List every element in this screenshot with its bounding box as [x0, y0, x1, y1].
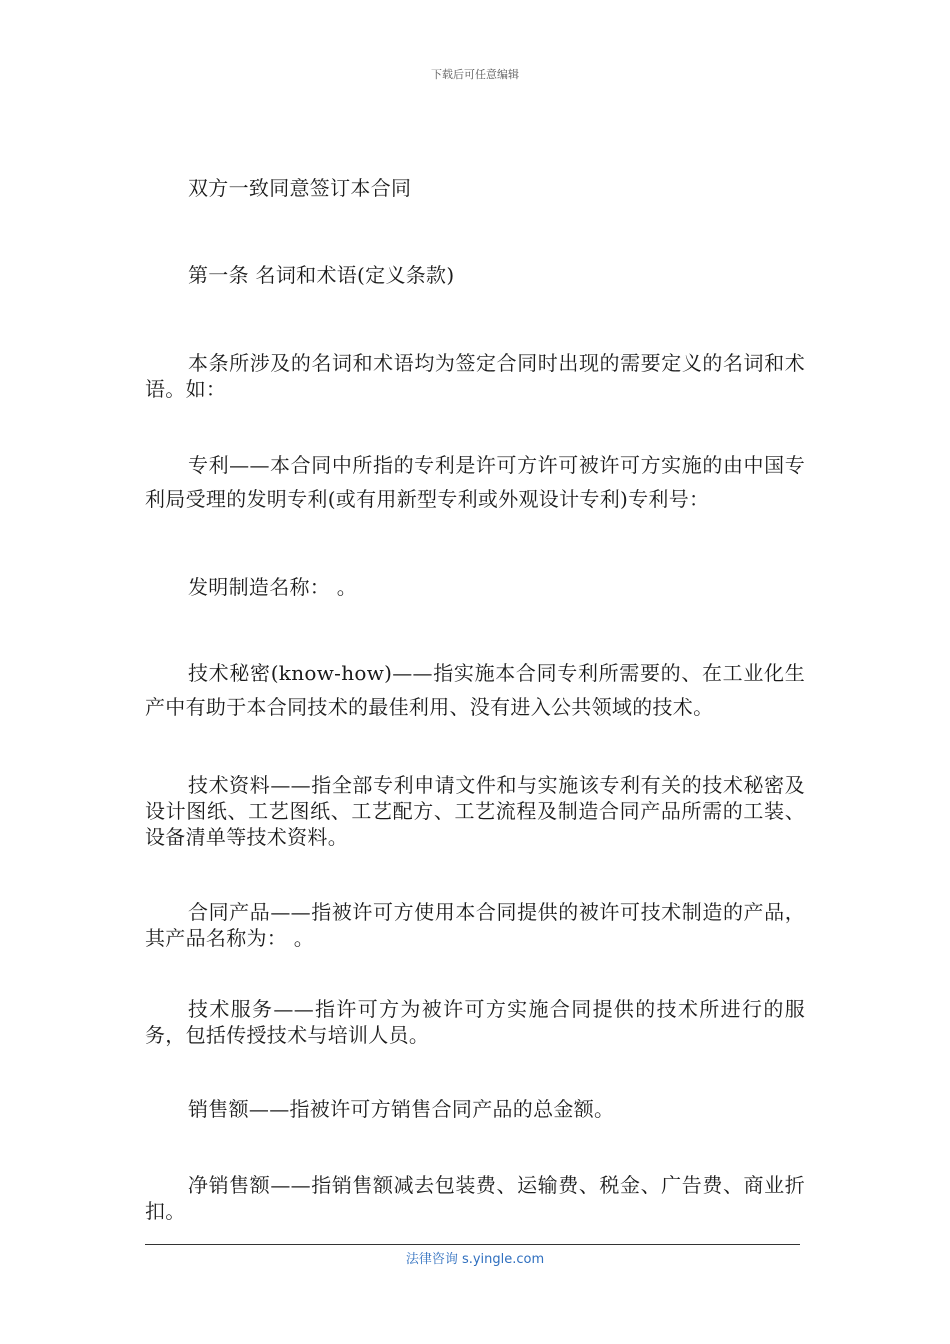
- paragraph-contract-product-definition: 合同产品——指被许可方使用本合同提供的被许可技术制造的产品，其产品名称为： 。: [145, 900, 805, 950]
- paragraph-technical-data-definition: 技术资料——指全部专利申请文件和与实施该专利有关的技术秘密及设计图纸、工艺图纸、工艺配方、工艺流程及制造合同产品所需的工装、设备清单等技术资料。: [145, 773, 805, 849]
- header-note: 下载后可任意编辑: [431, 68, 519, 81]
- paragraph-invention-name: 发明制造名称： 。: [188, 575, 358, 599]
- footer-link[interactable]: 法律咨询 s.yingle.com: [405, 1252, 545, 1267]
- paragraph-article-one-title: 第一条 名词和术语(定义条款): [188, 263, 455, 287]
- paragraph-technical-service-definition: 技术服务——指许可方为被许可方实施合同提供的技术所进行的服务，包括传授技术与培训人员。: [145, 997, 805, 1047]
- paragraph-know-how-definition: 技术秘密(know-how)——指实施本合同专利所需要的、在工业化生产中有助于本合同技术的最佳利用、没有进入公共领域的技术。: [145, 661, 805, 719]
- footer-divider: [145, 1244, 800, 1245]
- paragraph-net-sales-definition: 净销售额——指销售额减去包装费、运输费、税金、广告费、商业折扣。: [145, 1173, 805, 1223]
- paragraph-agreement: 双方一致同意签订本合同: [188, 176, 412, 200]
- paragraph-sales-definition: 销售额——指被许可方销售合同产品的总金额。: [188, 1097, 615, 1121]
- paragraph-terms-intro: 本条所涉及的名词和术语均为签定合同时出现的需要定义的名词和术语。如：: [145, 351, 805, 401]
- paragraph-patent-definition: 专利——本合同中所指的专利是许可方许可被许可方实施的由中国专利局受理的发明专利(或有用新型专利或外观设计专利)专利号：: [145, 453, 805, 511]
